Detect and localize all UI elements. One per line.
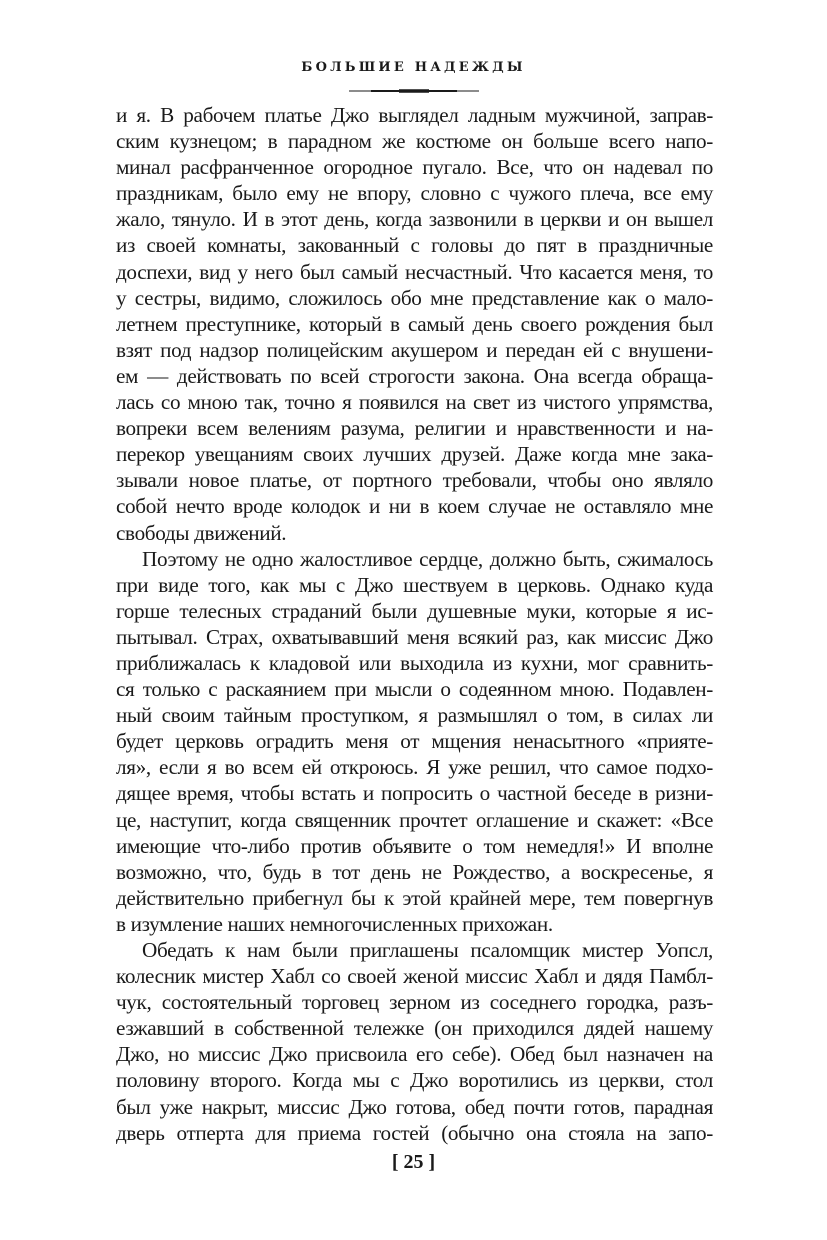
- text-line: ся только с раскаянием при мысли о содеянном мною. Подавлен-: [116, 677, 713, 702]
- ornamental-rule-icon: [349, 88, 479, 94]
- text-line: ским кузнецом; в парадном же костюме он больше всего напо-: [116, 129, 713, 154]
- text-line: горше телесных страданий были душевные муки, которые я ис-: [116, 598, 713, 623]
- page-number: [ 25 ]: [391, 1151, 436, 1173]
- text-line: будет церковь оградить меня от мщения ненасытного «прияте-: [116, 729, 713, 754]
- header-rule-divider: [0, 88, 827, 94]
- text-line: езжавший в собственной тележке (он приходился дядей нашему: [116, 1016, 713, 1041]
- text-line: из своей комнаты, закованный с головы до пят в праздничные: [116, 233, 713, 258]
- text-line: имеющие что-либо против объявите о том немедля!» И вполне: [116, 833, 713, 858]
- text-line: минал расфранченное огородное пугало. Все, что он надевал по: [116, 155, 713, 180]
- text-line: доспехи, вид у него был самый несчастный. Что касается меня, то: [116, 259, 713, 284]
- text-line: Обедать к нам были приглашены псаломщик мистер Уопсл,: [142, 938, 713, 962]
- text-line: лась со мною так, точно я появился на свет из чистого упрямства,: [116, 390, 713, 415]
- text-line: ный своим тайным проступком, я размышлял о том, в силах ли: [116, 703, 713, 728]
- text-line: собой нечто вроде колодок и ни в коем случае не оставляло мне: [116, 494, 713, 519]
- text-line: у сестры, видимо, сложилось обо мне представление как о мало-: [116, 285, 713, 310]
- text-line: свободы движений.: [116, 520, 287, 545]
- text-line: при виде того, как мы с Джо шествуем в церковь. Однако куда: [116, 572, 713, 597]
- text-line: возможно, что, будь в тот день не Рождество, а воскресенье, я: [116, 859, 713, 884]
- body-text: [116, 102, 713, 1146]
- text-line: приближалась к кладовой или выходила из кухни, мог сравнить-: [116, 650, 713, 675]
- text-line: жало, тянуло. И в этот день, когда зазвонили в церкви и он вышел: [116, 207, 713, 232]
- text-line: ем — действовать по всей строгости закона. Она всегда обраща-: [116, 363, 713, 388]
- text-line: Джо, но миссис Джо присвоила его себе). Обед был назначен на: [116, 1042, 713, 1067]
- text-line: чук, состоятельный торговец зерном из соседнего городка, разъ-: [116, 990, 713, 1015]
- text-line: дящее время, чтобы встать и попросить о частной беседе в ризни-: [116, 781, 713, 806]
- text-line: Поэтому не одно жалостливое сердце, должно быть, сжималось: [142, 546, 713, 571]
- text-line: был уже накрыт, миссис Джо готова, обед почти готов, парадная: [116, 1094, 713, 1119]
- paragraph-1: [116, 102, 713, 546]
- text-line: пытывал. Страх, охватывавший меня всякий раз, как миссис Джо: [116, 624, 713, 649]
- text-line: ля», если я во всем ей откроюсь. Я уже решил, что самое подхо-: [116, 755, 713, 780]
- text-line: зывали новое платье, от портного требовали, чтобы оно являло: [116, 468, 713, 493]
- running-title: БОЛЬШИЕ НАДЕЖДЫ: [301, 60, 526, 75]
- paragraph-2: [116, 546, 713, 937]
- paragraph-3: [116, 937, 713, 1146]
- text-line: и я. В рабочем платье Джо выглядел ладным мужчиной, заправ-: [116, 103, 713, 127]
- text-line: колесник мистер Хабл со своей женой миссис Хабл и дядя Памбл-: [116, 964, 713, 989]
- text-line: половину второго. Когда мы с Джо воротились из церкви, стол: [116, 1068, 713, 1093]
- text-line: праздникам, было ему не впору, словно с чужого плеча, все ему: [116, 181, 713, 206]
- text-line: действительно прибегнул бы к этой крайней мере, тем повергнув: [116, 885, 713, 910]
- text-line: в изумление наших немногочисленных прихожан.: [116, 911, 553, 936]
- text-line: взят под надзор полицейским акушером и передан ей с внушени-: [116, 337, 713, 362]
- text-line: вопреки всем велениям разума, религии и нравственности и на-: [116, 416, 713, 441]
- text-line: перекор увещаниям своих лучших друзей. Даже когда мне зака-: [116, 442, 713, 467]
- text-line: дверь отперта для приема гостей (обычно она стояла на запо-: [116, 1120, 713, 1145]
- text-line: летнем преступнике, который в самый день своего рождения был: [116, 311, 713, 336]
- text-line: це, наступит, когда священник прочтет оглашение и скажет: «Все: [116, 807, 713, 832]
